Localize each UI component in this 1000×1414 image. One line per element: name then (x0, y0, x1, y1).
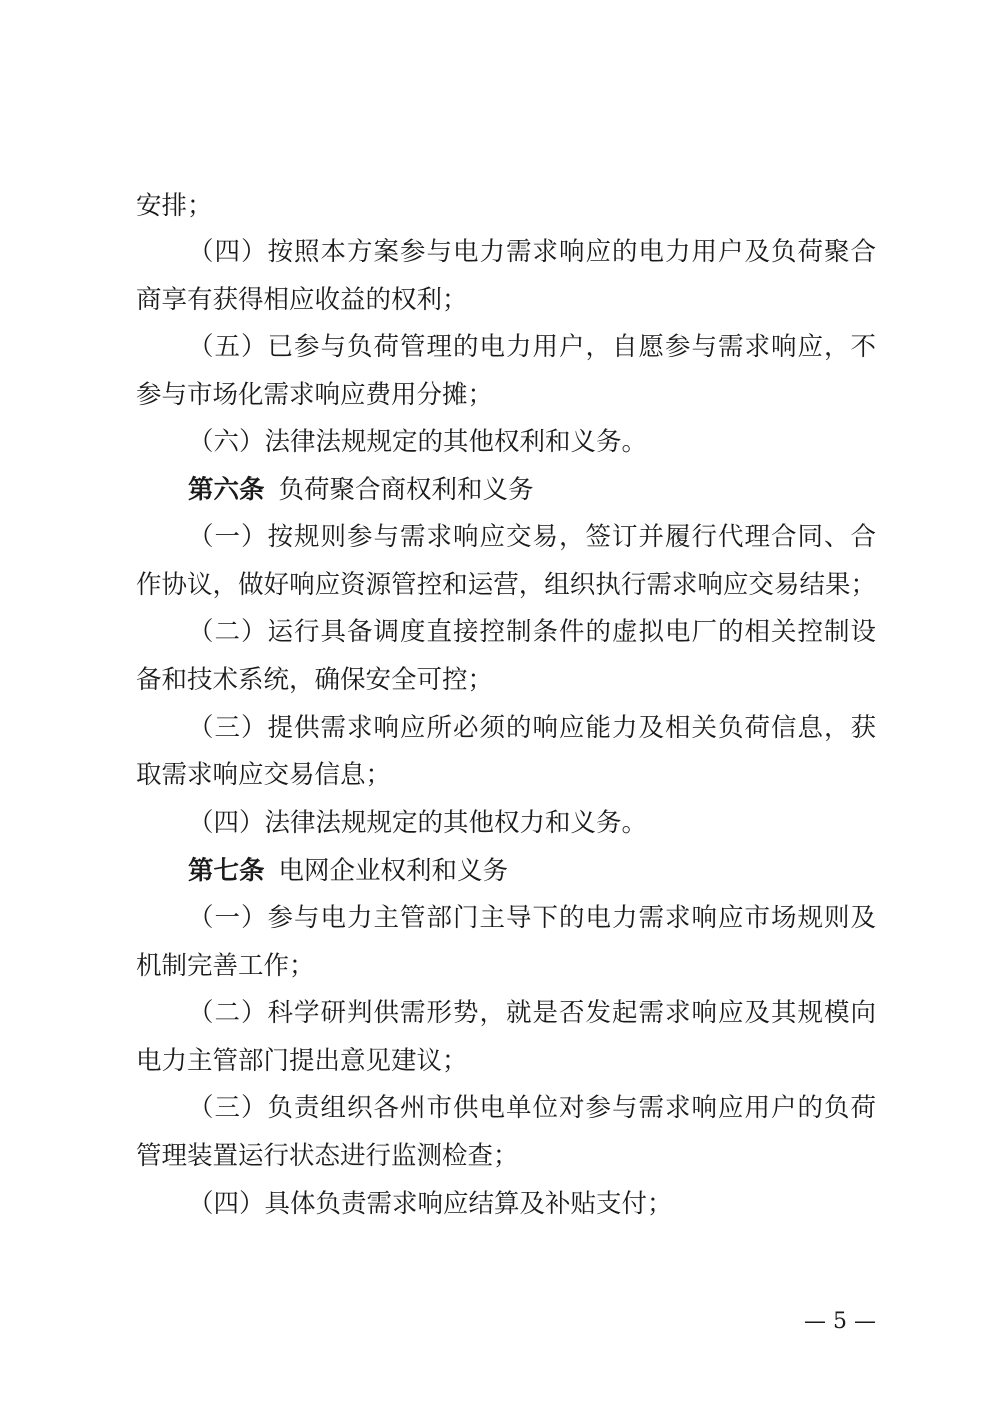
agg-clause-two-line-2: 备和技术系统，确保安全可控； (136, 665, 494, 695)
agg-clause-two-line-1: （二）运行具备调度直接控制条件的虚拟电厂的相关控制设 (188, 617, 876, 647)
article-seven-number: 第七条 (188, 856, 265, 886)
clause-four-line-2: 商享有获得相应收益的权利； (136, 285, 468, 315)
grid-clause-two-line-2: 电力主管部门提出意见建议； (136, 1046, 468, 1076)
grid-clause-three-line-1: （三）负责组织各州市供电单位对参与需求响应用户的负荷 (188, 1093, 876, 1123)
article-seven-heading (188, 855, 876, 887)
article-six-title: 负荷聚合商权利和义务 (278, 475, 534, 505)
agg-clause-one-line-1: （一）按规则参与需求响应交易，签订并履行代理合同、合 (188, 522, 876, 552)
grid-clause-four-line-1: （四）具体负责需求响应结算及补贴支付； (188, 1189, 673, 1219)
article-seven-title: 电网企业权利和义务 (278, 856, 509, 886)
agg-clause-four-line-1: （四）法律法规规定的其他权力和义务。 (188, 808, 648, 838)
clause-five-line-1: （五）已参与负荷管理的电力用户，自愿参与需求响应，不 (188, 332, 876, 362)
paragraph-line: 安排； (136, 191, 213, 221)
article-six-number: 第六条 (188, 475, 265, 505)
agg-clause-three-line-1: （三）提供需求响应所必须的响应能力及相关负荷信息，获 (188, 713, 876, 743)
clause-four-line-1: （四）按照本方案参与电力需求响应的电力用户及负荷聚合 (188, 237, 876, 267)
agg-clause-one-line-2: 作协议，做好响应资源管控和运营，组织执行需求响应交易结果； (136, 570, 876, 600)
grid-clause-three-line-2: 管理装置运行状态进行监测检查； (136, 1141, 519, 1171)
agg-clause-three-line-2: 取需求响应交易信息； (136, 760, 392, 790)
clause-five-line-2: 参与市场化需求响应费用分摊； (136, 380, 494, 410)
clause-six-line-1: （六）法律法规规定的其他权利和义务。 (188, 427, 648, 457)
grid-clause-two-line-1: （二）科学研判供需形势，就是否发起需求响应及其规模向 (188, 998, 876, 1028)
grid-clause-one-line-2: 机制完善工作； (136, 951, 315, 981)
page-number: — 5 — (804, 1309, 876, 1334)
grid-clause-one-line-1: （一）参与电力主管部门主导下的电力需求响应市场规则及 (188, 903, 876, 933)
article-six-heading (188, 474, 876, 506)
